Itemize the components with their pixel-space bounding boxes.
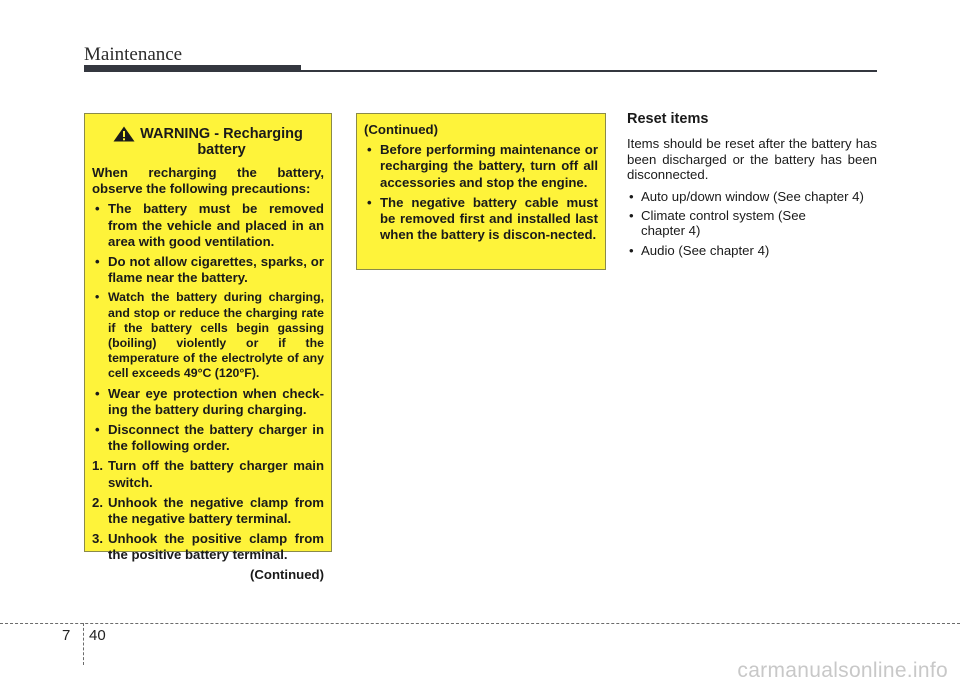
header-accent-bar (84, 65, 301, 72)
warning-title: WARNING - Recharging (140, 126, 303, 142)
page-section-title: Maintenance (84, 44, 183, 65)
step-text: Unhook the positive clamp from the positive battery terminal. (108, 531, 324, 563)
list-item-text: Climate control system (See chapter 4) (641, 208, 806, 239)
footer-divider (83, 623, 84, 665)
list-item-text: The battery must be removed from the vehicle and placed in an area with good ventilation. (108, 201, 324, 249)
bullet-mark: • (629, 188, 634, 204)
list-item (364, 195, 598, 244)
bullet-mark: • (95, 201, 100, 217)
list-item (364, 142, 598, 191)
list-item-text: Audio (See chapter 4) (641, 242, 770, 258)
bullet-mark: • (95, 254, 100, 270)
page-number: 40 (89, 627, 106, 644)
bullet-mark: • (95, 422, 100, 438)
bullet-mark: • (629, 242, 634, 258)
continued-label: (Continued) (250, 566, 324, 582)
bullet-mark: • (95, 290, 100, 305)
bullet-mark: • (629, 208, 634, 224)
step-item (92, 531, 324, 563)
list-item-text: Wear eye protection when check-ing the battery during charging. (108, 385, 324, 417)
step-number: 2. (92, 494, 103, 510)
chapter-number: 7 (62, 627, 71, 644)
list-item-text: Before performing maintenance or recharging the battery, turn off all accessories and stop the engine. (380, 142, 598, 190)
bullet-mark: • (95, 385, 100, 401)
step-text: Turn off the battery charger main switch. (108, 458, 324, 490)
list-item-text: Watch the battery during charging, and stop or reduce the charging rate if the battery cells begin gassing (boiling) violently or if the temperature of the electrolyte of any cell exceeds 49°C (120°F). (108, 290, 324, 381)
reset-items-section (627, 112, 877, 262)
warning-box-continued (356, 113, 606, 270)
step-item (92, 458, 324, 490)
step-text: Unhook the negative clamp from the negative battery terminal. (108, 494, 324, 527)
step-item (92, 495, 324, 527)
list-item-text: Auto up/down window (See chapter 4) (641, 188, 864, 204)
list-item (92, 386, 324, 418)
step-number: 1. (92, 458, 103, 474)
continued-label: (Continued) (364, 122, 438, 137)
list-item (92, 254, 324, 286)
step-number: 3. (92, 531, 103, 547)
list-item (92, 422, 324, 454)
warning-subtitle: battery (197, 142, 246, 158)
warning-intro: When recharging the battery, observe the following precautions: (92, 165, 324, 197)
warning-box-recharging (84, 113, 332, 582)
list-item-text: The negative battery cable must be removed first and installed last when the battery is discon-nected. (380, 194, 598, 243)
footer-rule (0, 623, 960, 624)
bullet-mark: • (367, 194, 372, 210)
bullet-mark: • (367, 142, 372, 158)
warning-triangle-icon (113, 126, 135, 142)
list-item (627, 208, 877, 239)
list-item (92, 290, 324, 381)
warning-heading (92, 126, 324, 158)
list-item (627, 243, 877, 258)
list-item (92, 201, 324, 250)
header-rule (301, 70, 877, 72)
list-item (627, 189, 877, 204)
section-heading: Reset items (627, 111, 709, 127)
watermark-text: carmanualsonline.info (737, 659, 948, 682)
list-item-text: Disconnect the battery charger in the following order. (108, 422, 324, 454)
list-item-text: Do not allow cigarettes, sparks, or flame near the battery. (108, 254, 324, 286)
section-intro: Items should be reset after the battery has been discharged or the battery has been disconnected. (627, 136, 877, 183)
